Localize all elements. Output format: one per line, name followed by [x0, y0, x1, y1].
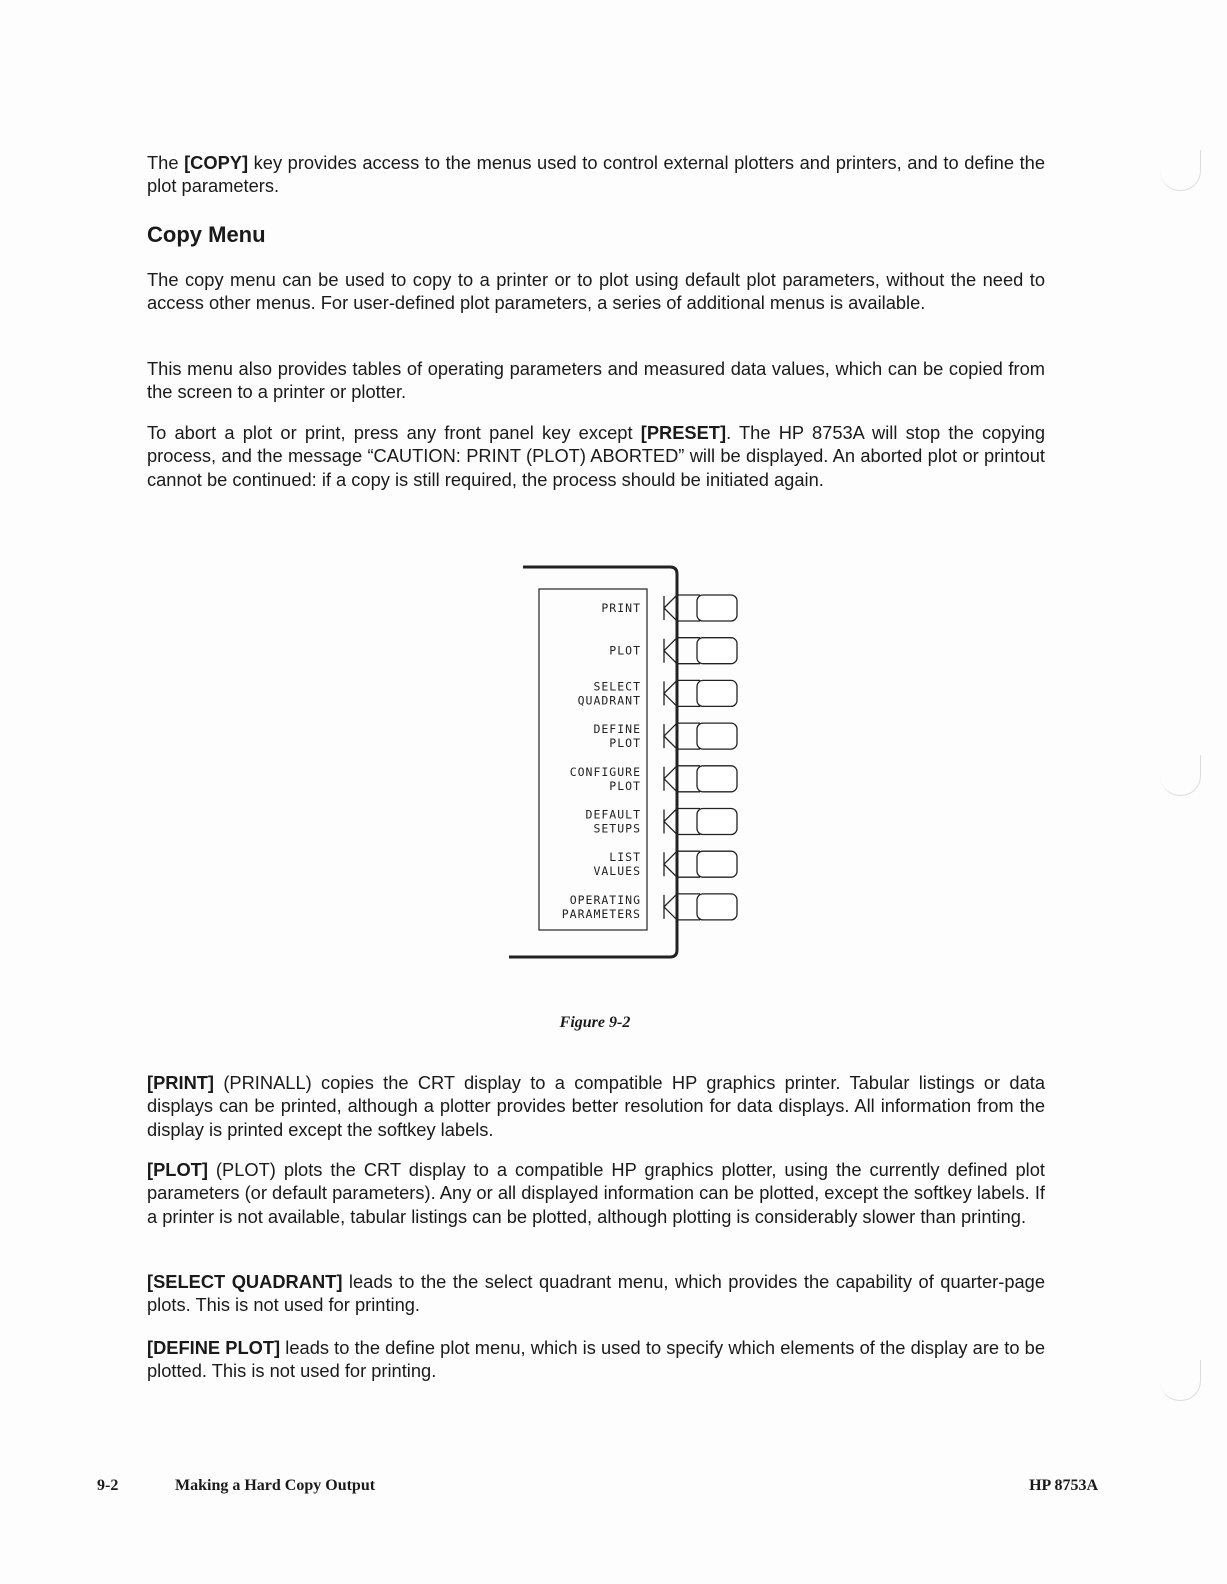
paragraph: The copy menu can be used to copy to a printer or to plot using default plot parameters, without the need to access other menus. For user-defined plot parameters, a series of additional menus is available. — [147, 269, 1045, 314]
softkey-pointer-icon — [664, 638, 700, 664]
intro-paragraph: The [COPY] key provides access to the menus used to control external plotters and printers, and to define the plot parameters. — [147, 152, 1045, 197]
softkey-pointer-icon — [664, 680, 700, 706]
softkey-button[interactable] — [697, 723, 737, 749]
softkey-pointer-icon — [664, 809, 700, 835]
softkey-list-values[interactable] — [593, 850, 737, 878]
softkey-pointer-icon — [664, 723, 700, 749]
chapter-title: Making a Hard Copy Output — [175, 1477, 376, 1494]
softkey-label: LIST — [609, 850, 641, 865]
softkey-label: OPERATING — [569, 892, 641, 907]
description-plot: [PLOT] (PLOT) plots the CRT display to a compatible HP graphics plotter, using the currently defined plot parameters (or default parameters). Any or all displayed information can be plotted, except the softkey labels. If a printer is not available, tabular listings can be plotted, although plotting is considerably slower than printing. — [147, 1159, 1045, 1227]
softkey-pointer-icon — [664, 766, 700, 792]
softkey-label: PLOT — [609, 736, 641, 751]
softkey-button[interactable] — [697, 894, 737, 920]
description-define-plot: [DEFINE PLOT] leads to the define plot menu, which is used to specify which elements of the display are to be plotted. This is not used for printing. — [147, 1337, 1046, 1382]
softkey-pointer-icon — [664, 894, 700, 920]
softkey-define-plot[interactable] — [593, 722, 737, 750]
softkey-label: PARAMETERS — [561, 906, 641, 921]
softkey-label: PLOT — [609, 778, 641, 793]
softkey-button[interactable] — [697, 851, 737, 877]
figure-caption: Figure 9-2 — [559, 1014, 631, 1031]
softkey-label: DEFINE — [593, 722, 641, 737]
softkey-label: SETUPS — [593, 821, 641, 836]
softkey-button[interactable] — [697, 809, 737, 835]
description-select-quadrant: [SELECT QUADRANT] leads to the the select quadrant menu, which provides the capability of quarter-page plots. This is not used for printing. — [147, 1271, 1045, 1316]
softkey-plot[interactable] — [609, 638, 737, 664]
paragraph: This menu also provides tables of operating parameters and measured data values, which can be copied from the screen to a printer or plotter. — [147, 358, 1045, 403]
softkey-label-box — [539, 589, 647, 930]
softkey-print[interactable] — [601, 595, 737, 621]
section-heading: Copy Menu — [147, 222, 266, 247]
softkey-pointer-icon — [664, 851, 700, 877]
softkey-label: VALUES — [593, 864, 641, 879]
softkey-menu-figure — [500, 560, 760, 970]
softkey-default-setups[interactable] — [586, 808, 737, 836]
softkey-label: QUADRANT — [577, 693, 641, 708]
softkey-label: DEFAULT — [585, 807, 641, 822]
softkey-pointer-icon — [664, 595, 700, 621]
softkey-label: CONFIGURE — [569, 764, 641, 779]
paragraph: To abort a plot or print, press any front panel key except [PRESET]. The HP 8753A will stop the copying process, and the message “CAUTION: PRINT (PLOT) ABORTED” will be displayed. An aborted plot or printout cannot be continued: if a copy is still required, the process should be initiated again. — [147, 422, 1046, 490]
softkey-button[interactable] — [697, 638, 737, 664]
softkey-operating-parameters[interactable] — [562, 893, 737, 921]
softkey-select-quadrant[interactable] — [578, 679, 737, 707]
binder-hole — [1160, 1360, 1201, 1401]
binder-hole — [1160, 150, 1201, 191]
softkey-button[interactable] — [697, 680, 737, 706]
softkey-label: PRINT — [601, 601, 641, 615]
product-name: HP 8753A — [1029, 1477, 1098, 1494]
softkey-button[interactable] — [697, 766, 737, 792]
page-number: 9-2 — [97, 1477, 119, 1494]
softkey-label: SELECT — [593, 679, 641, 694]
softkey-configure-plot[interactable] — [570, 765, 737, 793]
binder-hole — [1160, 755, 1201, 796]
description-print: [PRINT] (PRINALL) copies the CRT display to a compatible HP graphics printer. Tabular listings or data displays can be printed, although a plotter provides better resolution for data displays. All information from the display is printed except the softkey labels. — [147, 1072, 1045, 1140]
softkey-button[interactable] — [697, 595, 737, 621]
softkey-label: PLOT — [609, 643, 641, 658]
